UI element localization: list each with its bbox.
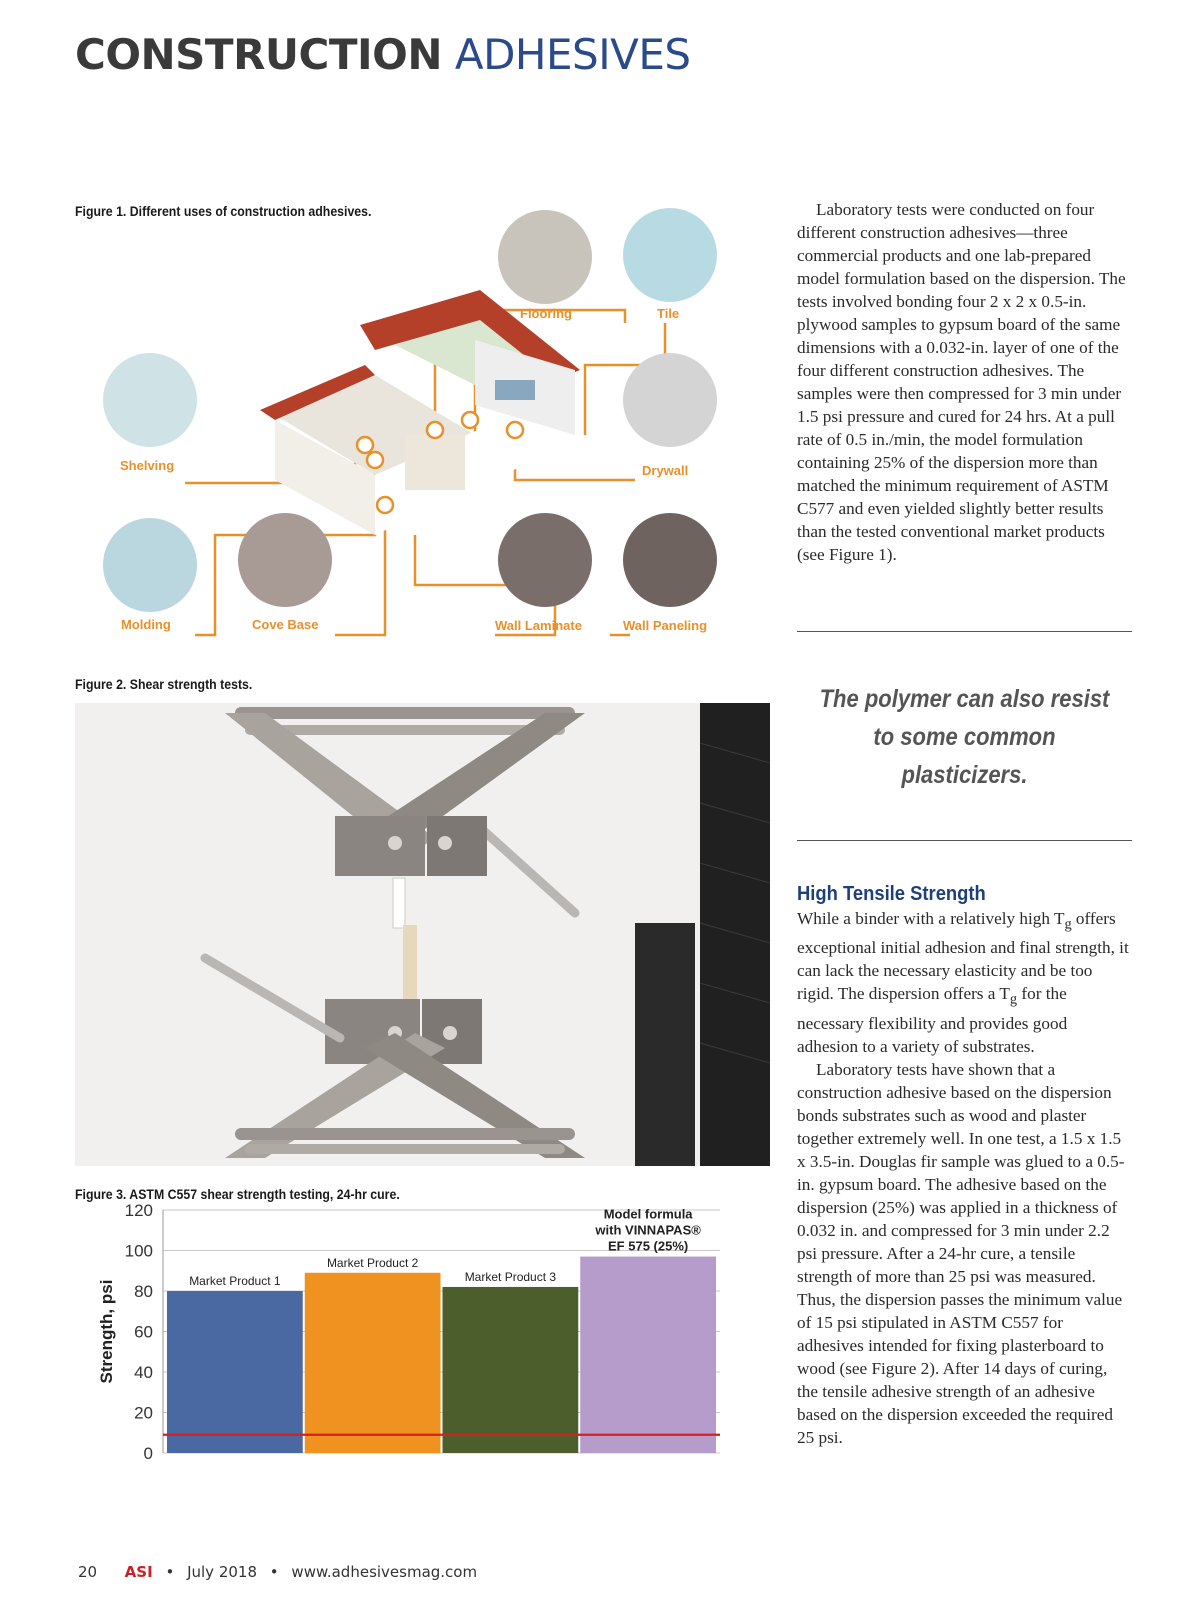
- body-paragraph-2: [797, 907, 1132, 1058]
- y-tick-label: 40: [134, 1363, 153, 1382]
- bar-4: [580, 1257, 716, 1453]
- y-tick-label: 100: [124, 1241, 153, 1261]
- y-tick-label: 0: [143, 1444, 153, 1463]
- para2-part-b: offers exceptional initial adhesion and final strength, it can lack the necessary elasticity and be too rigid. The dispersion offers a T: [797, 909, 1129, 1004]
- house-illustration: [75, 205, 755, 660]
- pullquote: The polymer can also resist to some common plasticizers.: [819, 685, 1110, 789]
- page-number: 20: [78, 1563, 98, 1581]
- tg-subscript-1: g: [1064, 916, 1072, 933]
- figure1-caption: Figure 1. Different uses of construction adhesives.: [75, 203, 372, 219]
- bar-label: Model formula: [603, 1206, 693, 1222]
- y-tick-label: 60: [134, 1322, 153, 1342]
- label-tile: Tile: [657, 306, 680, 321]
- pullquote-rule-bottom: [797, 840, 1132, 841]
- footer-bullet: •: [165, 1563, 175, 1581]
- label-drywall: Drywall: [642, 463, 689, 478]
- figure2-caption: Figure 2. Shear strength tests.: [75, 676, 253, 692]
- para2-part-a: While a binder with a relatively high T: [797, 909, 1065, 928]
- y-tick-label: 80: [134, 1282, 153, 1301]
- label-molding: Molding: [121, 617, 171, 632]
- header-thin: ADHESIVES: [454, 30, 691, 79]
- label-flooring: Flooring: [520, 306, 572, 321]
- body-paragraph-3: Laboratory tests have shown that a construction adhesive based on the dispersion bonds substrates such as wood and plaster together extremely well. In one test, a 1.5 x 1.5 x 3.5-in. Douglas fir sample was glued to a 0.5-in. gypsum board. The adhesive based on the dispersion (25%) was applied in a thickness of 0.032 in. and compressed for 3 min under 2.2 psi pressure. After a 24-hr cure, a tensile strength of more than 25 psi was measured. Thus, the dispersion passes the minimum value of 15 psi stipulated in ASTM C557 for adhesives intended for fixing plasterboard to wood (see Figure 2). After 14 days of curing, the tensile adhesive strength of an adhesive based on the dispersion exceeded the required 25 psi.: [797, 1059, 1125, 1447]
- y-tick-label: 120: [124, 1201, 153, 1220]
- figure3-caption: Figure 3. ASTM C557 shear strength testing, 24-hr cure.: [75, 1186, 400, 1202]
- strength-bar-chart: [75, 1200, 765, 1520]
- bar-label: EF 575 (25%): [608, 1238, 689, 1254]
- figure3-chart: [75, 1200, 765, 1520]
- footer-brand: ASI: [124, 1563, 153, 1581]
- bar-label: Market Product 1: [189, 1274, 281, 1288]
- figure2-photo: [75, 703, 770, 1166]
- tg-subscript-2: g: [1009, 991, 1018, 1008]
- label-wall-paneling: Wall Paneling: [623, 618, 708, 633]
- bar-label: with VINNAPAS®: [595, 1222, 701, 1238]
- shear-test-photo: [75, 703, 770, 1166]
- footer-url[interactable]: www.adhesivesmag.com: [291, 1563, 478, 1581]
- footer-bullet: •: [269, 1563, 279, 1581]
- para2-part-c: for the necessary flexibility and provides good adhesion to a variety of substrates.: [797, 984, 1068, 1056]
- header-bold: CONSTRUCTION: [75, 30, 442, 79]
- house: [260, 290, 580, 535]
- pullquote-rule-top: [797, 631, 1132, 632]
- figure1-illustration: [75, 205, 755, 660]
- section-heading: High Tensile Strength: [797, 883, 986, 905]
- body-paragraph-1: Laboratory tests were conducted on four different construction adhesives—three commercial products and one lab-prepared model formulation based on the dispersion. The tests involved bonding four 2 x 2 x 0.5-in. plywood samples to gypsum board of the same dimensions with a 0.032-in. layer of one of the four different construction adhesives. The samples were then compressed for 3 min under 1.5 psi pressure and cured for 24 hrs. At a pull rate of 0.5 in./min, the model formulation containing 25% of the dispersion more than matched the minimum requirement of ASTM C577 and even yielded slightly better results than the tested conventional market products (see Figure 1).: [797, 200, 1126, 564]
- page-footer: [78, 1563, 477, 1581]
- bar-2: [305, 1273, 441, 1453]
- body-column-bottom: [797, 883, 1132, 1449]
- bar-label: Market Product 3: [464, 1269, 557, 1284]
- label-cove-base: Cove Base: [252, 617, 319, 632]
- footer-date: July 2018: [187, 1563, 257, 1581]
- y-axis-title: Strength, psi: [97, 1279, 116, 1384]
- bar-3: [443, 1287, 579, 1453]
- body-column-top: [797, 198, 1132, 566]
- label-shelving: Shelving: [120, 458, 175, 473]
- bar-1: [167, 1291, 303, 1453]
- label-wall-laminate: Wall Laminate: [495, 618, 582, 633]
- bar-label: Market Product 2: [326, 1255, 419, 1270]
- y-tick-label: 20: [134, 1403, 153, 1423]
- page-header: [75, 30, 691, 79]
